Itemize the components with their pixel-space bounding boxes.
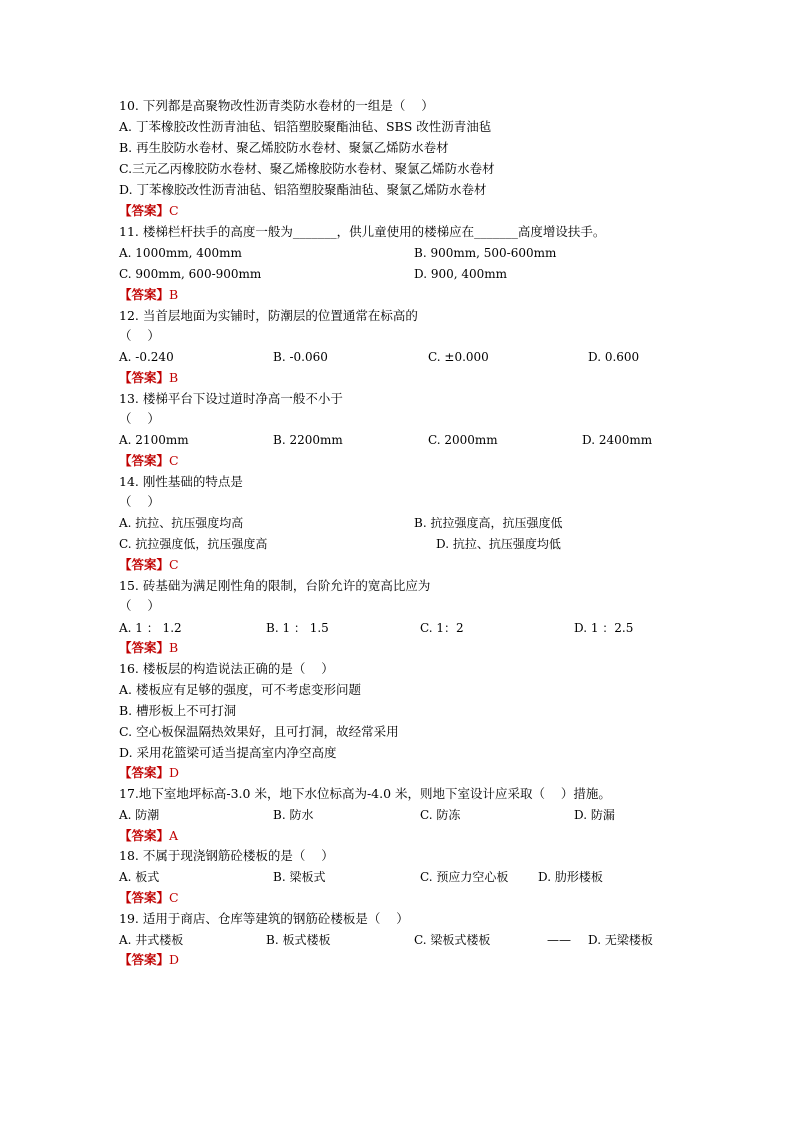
answer-value: B [169, 640, 179, 655]
answer-line [119, 640, 178, 656]
answer-value: C [169, 890, 179, 905]
option-dash: —— [547, 933, 571, 947]
question-stem: 11. 楼梯栏杆扶手的高度一般为_______，供儿童使用的楼梯应在_______高度增设扶手。 [119, 224, 606, 239]
option: A. 抗拉、抗压强度均高 [119, 516, 244, 530]
question-stem: 12. 当首层地面为实铺时，防潮层的位置通常在标高的 [119, 308, 418, 323]
answer-label: 【答案】 [119, 952, 170, 967]
answer-value: A [169, 828, 179, 843]
answer-label: 【答案】 [119, 370, 170, 385]
answer-label: 【答案】 [119, 557, 170, 572]
option: D. 900, 400mm [414, 267, 508, 281]
answer-line [119, 765, 179, 781]
answer-label: 【答案】 [119, 640, 170, 655]
question-stem: 17.地下室地坪标高-3.0 米，地下水位标高为-4.0 米，则地下室设计应采取（ ）措施。 [119, 786, 611, 801]
option: D. 抗拉、抗压强度均低 [436, 537, 561, 551]
answer-line [119, 890, 179, 906]
answer-label: 【答案】 [119, 890, 170, 905]
answer-label: 【答案】 [119, 453, 170, 468]
option: A. 1 ： 1.2 [119, 621, 182, 635]
option: D. 肋形楼板 [538, 870, 603, 884]
answer-label: 【答案】 [119, 287, 170, 302]
option: B. 2200mm [273, 433, 343, 447]
option: B. 槽形板上不可打洞 [119, 703, 237, 718]
option: A. 井式楼板 [119, 933, 184, 947]
option: B. 防水 [273, 808, 314, 822]
answer-label: 【答案】 [119, 203, 170, 218]
option: C. 梁板式楼板 [414, 933, 491, 947]
option: C. 900mm, 600-900mm [119, 267, 262, 281]
option: A. 1000mm, 400mm [119, 246, 242, 260]
question-stem: 14. 刚性基础的特点是 [119, 474, 243, 489]
answer-line [119, 453, 179, 469]
answer-label: 【答案】 [119, 765, 170, 780]
option: C. 防冻 [420, 808, 461, 822]
answer-line [119, 203, 179, 219]
answer-value: D [169, 952, 180, 967]
option: C. 1：2 [420, 621, 464, 635]
option: A. 丁苯橡胶改性沥青油毡、铝箔塑胶聚酯油毡、SBS 改性沥青油毡 [119, 119, 492, 134]
answer-paren: （ ） [119, 598, 160, 613]
option: D. 采用花篮梁可适当提高室内净空高度 [119, 745, 337, 760]
answer-value: B [169, 287, 179, 302]
answer-value: B [169, 370, 179, 385]
question-stem: 16. 楼板层的构造说法正确的是（ ） [119, 661, 334, 676]
answer-paren: （ ） [119, 494, 160, 509]
answer-line [119, 828, 178, 844]
option: A. 板式 [119, 870, 160, 884]
option: A. 防潮 [119, 808, 160, 822]
option: B. -0.060 [273, 350, 328, 364]
option: C. ±0.000 [428, 350, 489, 364]
option: B. 抗拉强度高，抗压强度低 [414, 516, 563, 530]
option: C. 2000mm [428, 433, 498, 447]
option: B. 1 ： 1.5 [266, 621, 329, 635]
question-stem: 19. 适用于商店、仓库等建筑的钢筋砼楼板是（ ） [119, 911, 409, 926]
option: D. 1 ：2.5 [574, 621, 634, 635]
answer-label: 【答案】 [119, 828, 170, 843]
option: C. 空心板保温隔热效果好，且可打洞，故经常采用 [119, 724, 399, 739]
answer-line [119, 952, 179, 968]
option: A. 2100mm [119, 433, 189, 447]
question-stem: 15. 砖基础为满足刚性角的限制，台阶允许的宽高比应为 [119, 578, 431, 593]
option: C.三元乙丙橡胶防水卷材、聚乙烯橡胶防水卷材、聚氯乙烯防水卷材 [119, 161, 495, 176]
option: D. 无梁楼板 [588, 933, 653, 947]
option: B. 900mm, 500-600mm [414, 246, 557, 260]
question-stem: 18. 不属于现浇钢筋砼楼板的是（ ） [119, 848, 334, 863]
answer-value: C [169, 453, 179, 468]
answer-paren: （ ） [119, 328, 160, 343]
answer-line [119, 370, 178, 386]
option: A. -0.240 [119, 350, 174, 364]
option: D. 防漏 [574, 808, 615, 822]
answer-value: C [169, 557, 179, 572]
answer-paren: （ ） [119, 411, 160, 426]
answer-line [119, 557, 179, 573]
answer-value: D [169, 765, 180, 780]
question-stem: 10. 下列都是高聚物改性沥青类防水卷材的一组是（ ） [119, 98, 434, 113]
option: B. 梁板式 [273, 870, 326, 884]
option: D. 0.600 [588, 350, 640, 364]
option: D. 2400mm [582, 433, 653, 447]
question-stem: 13. 楼梯平台下设过道时净高一般不小于 [119, 391, 343, 406]
option: C. 抗拉强度低，抗压强度高 [119, 537, 268, 551]
option: D. 丁苯橡胶改性沥青油毡、铝箔塑胶聚酯油毡、聚氯乙烯防水卷材 [119, 182, 487, 197]
option: C. 预应力空心板 [420, 870, 509, 884]
option: B. 板式楼板 [266, 933, 331, 947]
answer-line [119, 287, 178, 303]
answer-value: C [169, 203, 179, 218]
option: A. 楼板应有足够的强度，可不考虑变形问题 [119, 682, 361, 697]
option: B. 再生胶防水卷材、聚乙烯胶防水卷材、聚氯乙烯防水卷材 [119, 140, 449, 155]
